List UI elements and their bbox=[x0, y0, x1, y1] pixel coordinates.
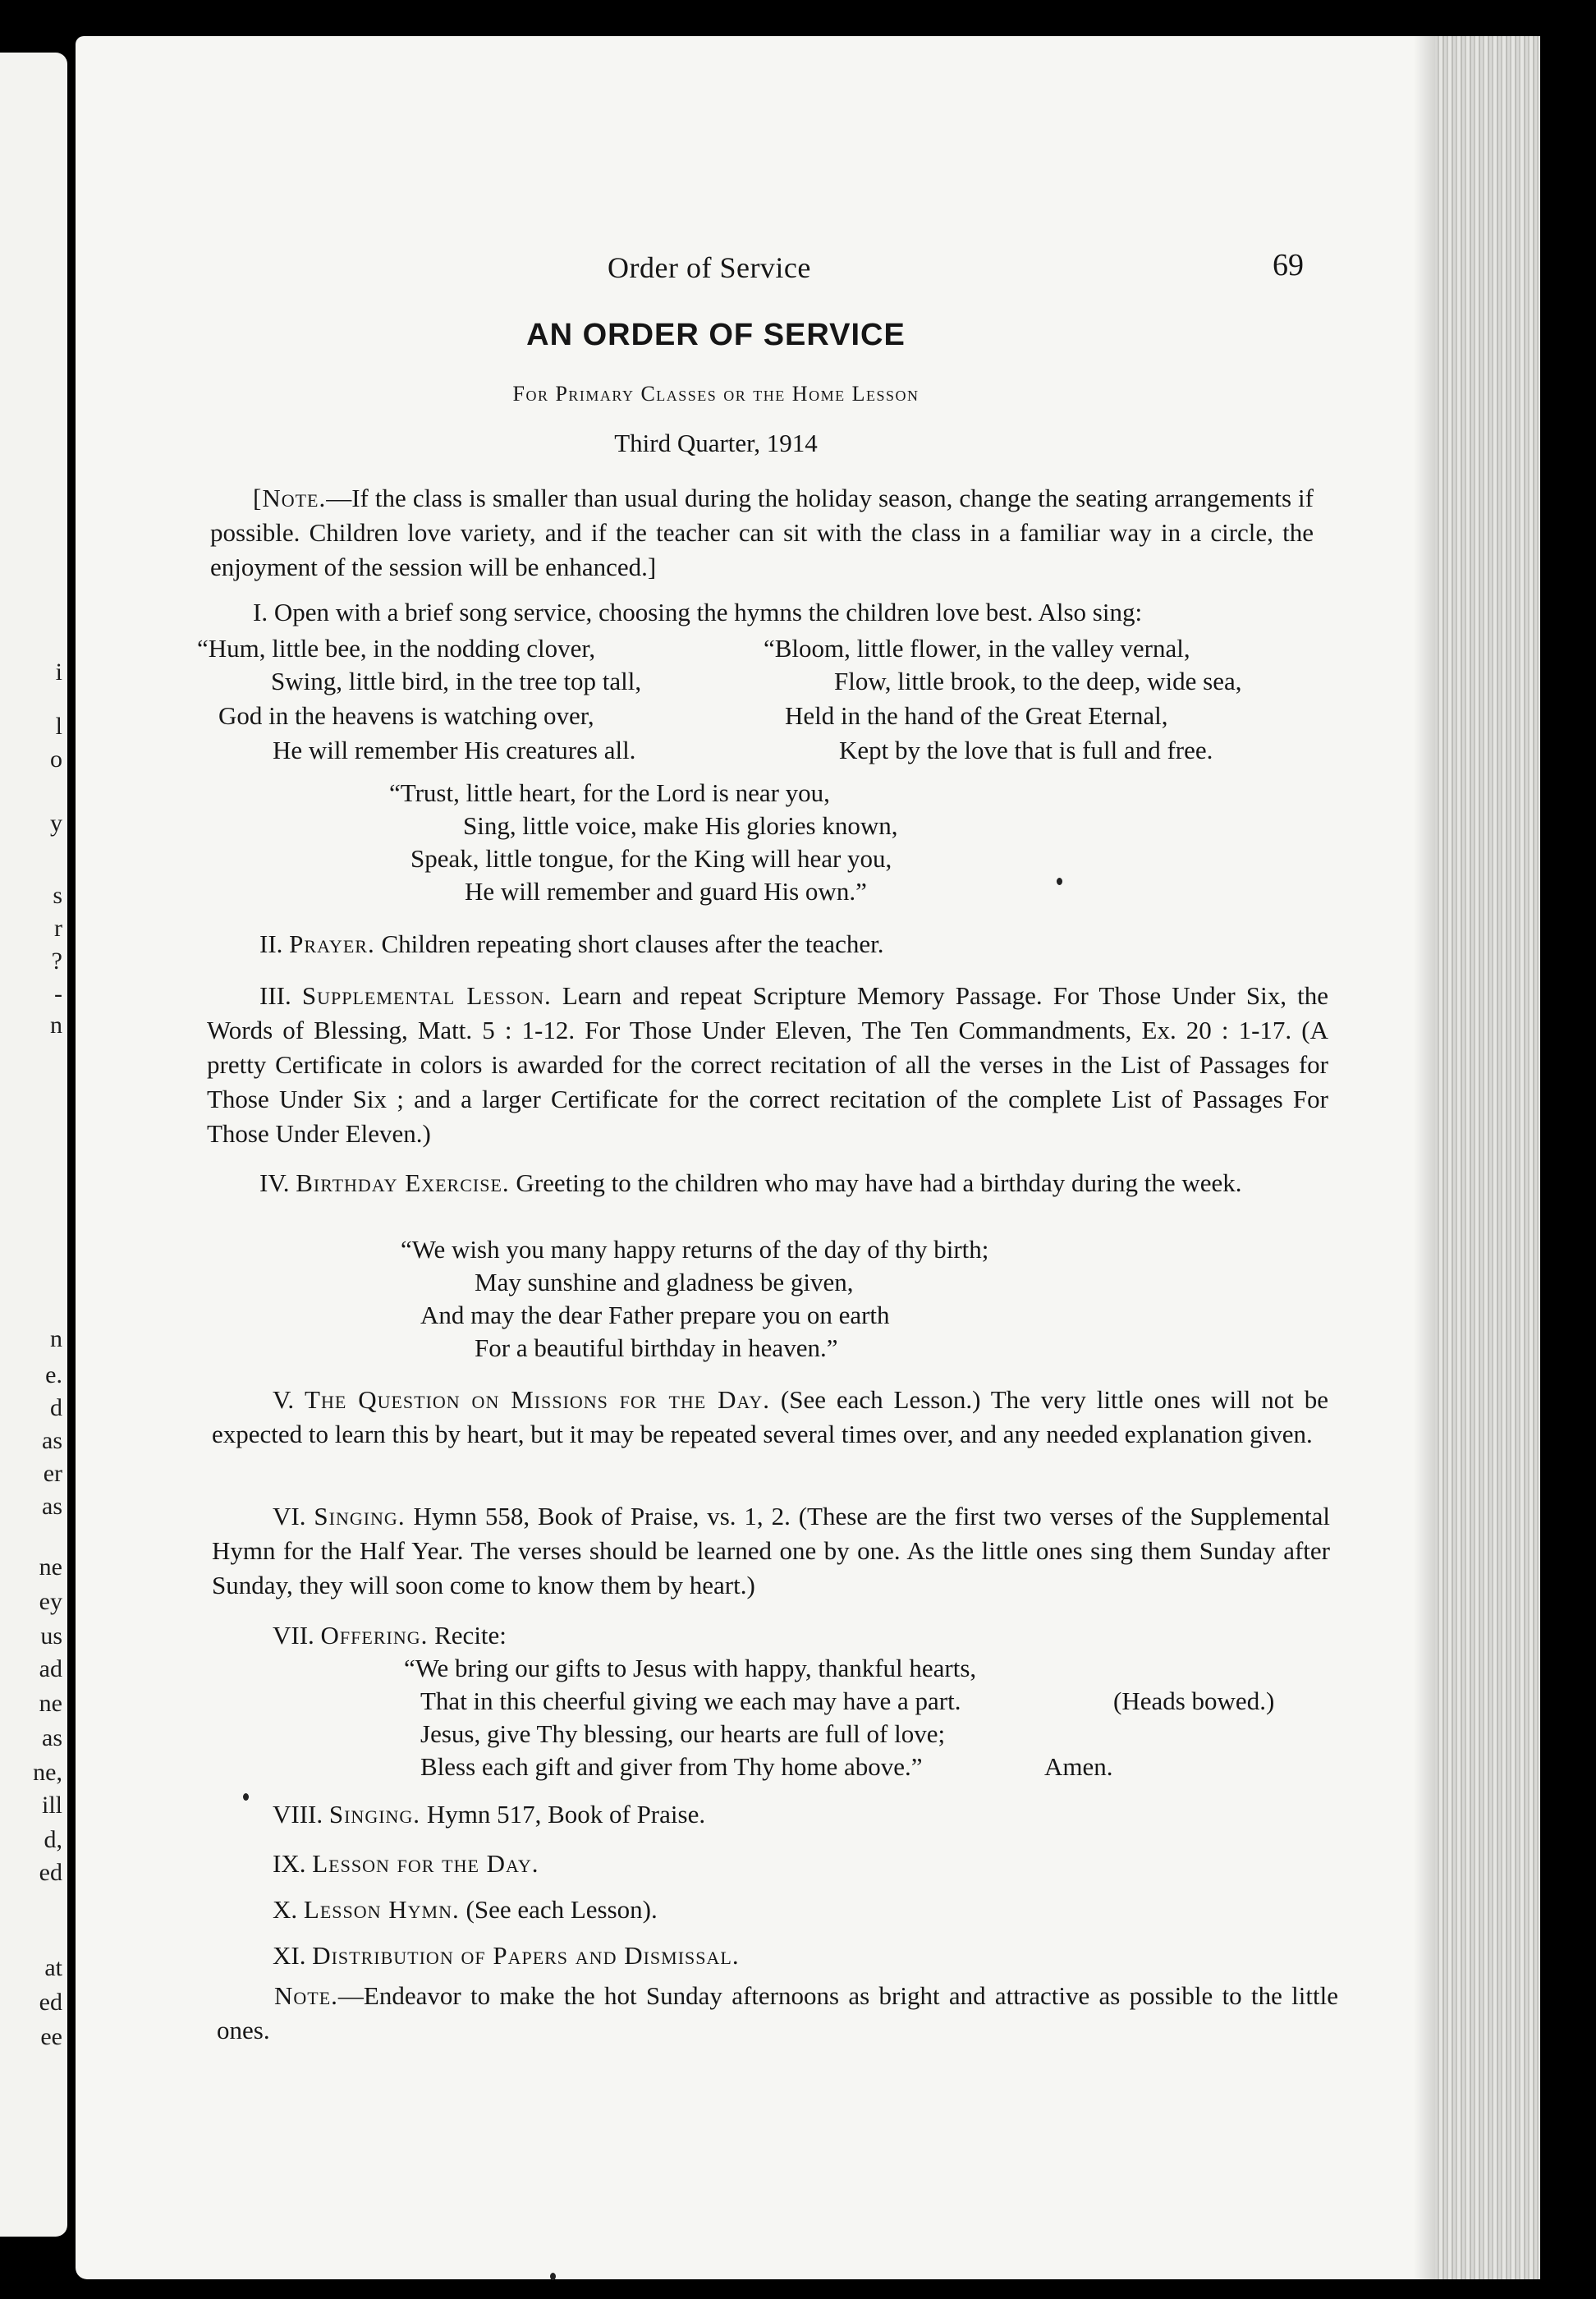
item-label: Prayer. bbox=[289, 929, 375, 958]
item-label: Supplemental Lesson. bbox=[301, 981, 552, 1010]
item-7 bbox=[273, 1619, 507, 1652]
poem-line: Jesus, give Thy blessing, our hearts are full of love; bbox=[420, 1719, 946, 1748]
left-page-fragment: ill bbox=[41, 1792, 62, 1819]
left-page-fragment: ed bbox=[39, 1859, 62, 1886]
poem-line: Bless each gift and giver from Thy home above.” bbox=[420, 1752, 923, 1781]
note-label: Note. bbox=[274, 1981, 338, 2010]
page-title: AN ORDER OF SERVICE bbox=[526, 318, 906, 352]
note-text: —Endeavor to make the hot Sunday afternoons as bright and attractive as possible to the little ones. bbox=[217, 1981, 1338, 2044]
poem-line: “Hum, little bee, in the nodding clover, bbox=[197, 634, 596, 663]
left-page-fragment: at bbox=[44, 1954, 62, 1981]
page-number: 69 bbox=[1273, 248, 1304, 282]
item-text: Hymn 558, Book of Praise, vs. 1, 2. (These are the first two verses of the Supplemental Hymn for the Half Year. The verses should be learned one by one. As the little ones sing them Sunday after Sunday, they will soon come to know them by heart.) bbox=[212, 1502, 1331, 1599]
left-page-fragment: r bbox=[54, 915, 62, 942]
item-5 bbox=[212, 1383, 1328, 1452]
poem-line: For a beautiful birthday in heaven.” bbox=[475, 1333, 838, 1362]
item-number: VII. bbox=[273, 1621, 314, 1650]
item-label: Singing. bbox=[328, 1800, 421, 1829]
poem-line: And may the dear Father prepare you on earth bbox=[420, 1301, 890, 1329]
item-10 bbox=[273, 1893, 658, 1926]
poem-line: Swing, little bird, in the tree top tall, bbox=[271, 667, 642, 695]
poem-line: God in the heavens is watching over, bbox=[218, 701, 594, 730]
poem-line: “Bloom, little flower, in the valley vernal, bbox=[764, 634, 1190, 663]
item-number: VIII. bbox=[273, 1800, 323, 1829]
left-page-fragment: o bbox=[50, 746, 62, 773]
ink-speck bbox=[550, 2273, 556, 2280]
item-number: VI. bbox=[273, 1502, 306, 1530]
left-page-fragment: ne bbox=[39, 1690, 62, 1717]
left-page-fragment: as bbox=[42, 1493, 62, 1520]
item-2 bbox=[259, 928, 883, 961]
item-number: III. bbox=[259, 981, 291, 1010]
left-page-fragment: as bbox=[42, 1724, 62, 1751]
item-label: Offering. bbox=[320, 1621, 429, 1650]
running-head: Order of Service bbox=[608, 251, 811, 284]
quarter-line: Third Quarter, 1914 bbox=[614, 429, 818, 457]
left-page-fragment: ne bbox=[39, 1553, 62, 1581]
note-text: —If the class is smaller than usual during the holiday season, change the seating arrangements if possible. Children love variety, and if the teacher can sit with the class in a familiar way in a circle, the enjoyment of the session will be enhanced.] bbox=[210, 484, 1314, 581]
item-label: Lesson Hymn. bbox=[303, 1895, 460, 1924]
item-number: X. bbox=[273, 1895, 298, 1924]
item-number: V. bbox=[273, 1385, 295, 1414]
left-page-fragment: n bbox=[50, 1325, 62, 1352]
poem-line: Held in the hand of the Great Eternal, bbox=[785, 701, 1168, 730]
note-final bbox=[217, 1979, 1338, 2048]
poem-line: “Trust, little heart, for the Lord is near you, bbox=[389, 778, 830, 807]
item-text: Recite: bbox=[434, 1621, 507, 1650]
item-number: IX. bbox=[273, 1849, 306, 1878]
item-number: XI. bbox=[273, 1941, 306, 1970]
left-page-fragment: i bbox=[55, 658, 62, 686]
left-page-fragment: s bbox=[53, 882, 62, 909]
poem-line: He will remember and guard His own.” bbox=[465, 877, 867, 906]
item-11 bbox=[273, 1939, 740, 1972]
poem-line: Speak, little tongue, for the King will hear you, bbox=[410, 844, 892, 873]
left-page-fragment: e. bbox=[45, 1361, 62, 1388]
item-label: Lesson for the Day. bbox=[312, 1849, 539, 1878]
item-label: Distribution of Papers and Dismissal. bbox=[312, 1941, 740, 1970]
left-page-fragment: ed bbox=[39, 1989, 62, 2016]
left-page-fragment: ad bbox=[39, 1655, 62, 1682]
item-text: (See each Lesson). bbox=[466, 1895, 658, 1924]
poem-line: “We wish you many happy returns of the day of thy birth; bbox=[401, 1235, 989, 1264]
poem-line: “We bring our gifts to Jesus with happy, thankful hearts, bbox=[404, 1654, 977, 1682]
left-page-fragment: as bbox=[42, 1427, 62, 1454]
item-label: The Question on Missions for the Day. bbox=[305, 1385, 770, 1414]
left-page-fragment: ey bbox=[39, 1588, 62, 1615]
left-page-fragment: - bbox=[54, 980, 62, 1007]
left-page-fragment: ne, bbox=[33, 1759, 62, 1786]
left-page-fragment: ee bbox=[40, 2023, 62, 2050]
item-label: Singing. bbox=[314, 1502, 406, 1530]
left-page-fragment: l bbox=[55, 713, 62, 740]
item-text: Children repeating short clauses after the teacher. bbox=[381, 929, 884, 958]
left-page-fragment: ? bbox=[51, 948, 62, 975]
left-page-fragment: n bbox=[50, 1012, 62, 1039]
item-4 bbox=[209, 1166, 1330, 1200]
item-text: Learn and repeat Scripture Memory Passage. For Those Under Six, the Words of Blessing, Matt. 5 : 1-12. For Those Under Eleven, The Ten Commandments, Ex. 20 : 1-17. (A pretty Certificate in colors is awarded for the correct recitation of all the verses in the List of Passages for Those Under Six ; and a larger Certificate for the correct recitation of the complete List of Passages For Those Under Eleven.) bbox=[207, 981, 1328, 1148]
left-page-fragment: d bbox=[50, 1394, 62, 1421]
item-text: (See each Lesson.) The very little ones will not be expected to learn this by heart, but it may be repeated several times over, and any needed explanation given. bbox=[212, 1385, 1329, 1448]
poem-line: That in this cheerful giving we each may have a part. bbox=[420, 1686, 961, 1715]
item-label: Birthday Exercise. bbox=[296, 1168, 510, 1197]
item-6 bbox=[212, 1499, 1330, 1603]
left-page-fragment: d, bbox=[44, 1826, 62, 1853]
left-page-fragment: er bbox=[43, 1460, 62, 1487]
ink-speck bbox=[1057, 878, 1062, 885]
item-1: I. Open with a brief song service, choosing the hymns the children love best. Also sing: bbox=[253, 598, 1143, 626]
poem-line: He will remember His creatures all. bbox=[273, 736, 636, 764]
item-number: II. bbox=[259, 929, 283, 958]
left-page-fragment: y bbox=[50, 810, 62, 837]
note-intro bbox=[210, 481, 1314, 585]
item-9 bbox=[273, 1847, 539, 1880]
poem-aside: (Heads bowed.) bbox=[1113, 1686, 1275, 1715]
item-3 bbox=[207, 979, 1328, 1151]
poem-line: Sing, little voice, make His glories known, bbox=[463, 811, 898, 840]
poem-amen: Amen. bbox=[1044, 1752, 1113, 1781]
left-page-fragment: us bbox=[40, 1622, 62, 1650]
note-label: [Note. bbox=[253, 484, 327, 512]
item-number: IV. bbox=[259, 1168, 290, 1197]
item-8 bbox=[273, 1798, 705, 1831]
page-subtitle: For Primary Classes or the Home Lesson bbox=[512, 382, 920, 406]
poem-line: Kept by the love that is full and free. bbox=[839, 736, 1213, 764]
poem-line: May sunshine and gladness be given, bbox=[475, 1268, 854, 1296]
poem-line: Flow, little brook, to the deep, wide sea, bbox=[834, 667, 1242, 695]
item-text: Greeting to the children who may have had a birthday during the week. bbox=[516, 1168, 1242, 1197]
item-text: Hymn 517, Book of Praise. bbox=[426, 1800, 706, 1829]
ink-speck bbox=[243, 1793, 249, 1801]
